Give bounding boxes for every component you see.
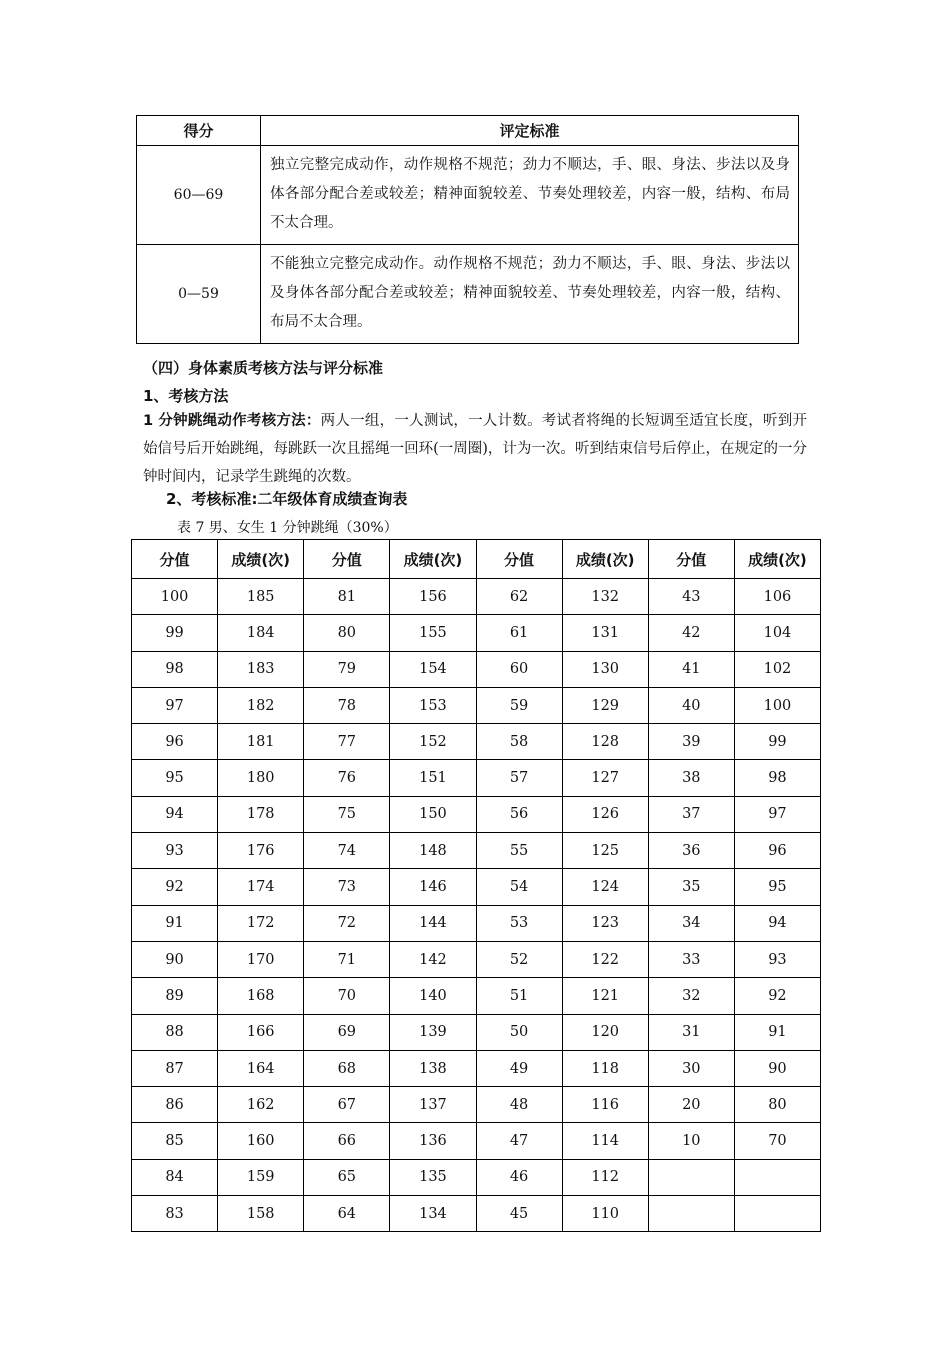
result-count-cell: 164	[218, 1050, 304, 1086]
result-count-cell: 131	[562, 615, 648, 651]
score-value-cell: 33	[648, 941, 734, 977]
score-value-cell: 69	[304, 1014, 390, 1050]
score-value-cell: 40	[648, 687, 734, 723]
result-count-cell: 114	[562, 1123, 648, 1159]
result-count-cell: 138	[390, 1050, 476, 1086]
result-count-cell: 140	[390, 978, 476, 1014]
result-count-cell: 139	[390, 1014, 476, 1050]
result-count-cell: 152	[390, 724, 476, 760]
score-value-cell: 100	[132, 579, 218, 615]
score-value-cell: 95	[132, 760, 218, 796]
result-count-cell: 128	[562, 724, 648, 760]
result-count-cell: 148	[390, 833, 476, 869]
score-table	[131, 539, 821, 1232]
score-value-cell: 38	[648, 760, 734, 796]
result-count-cell: 160	[218, 1123, 304, 1159]
score-value-cell: 85	[132, 1123, 218, 1159]
score-value-cell: 49	[476, 1050, 562, 1086]
score-value-cell: 54	[476, 869, 562, 905]
result-count-cell: 170	[218, 941, 304, 977]
score-value-cell: 57	[476, 760, 562, 796]
score-value-cell: 52	[476, 941, 562, 977]
method-paragraph	[143, 407, 807, 491]
score-value-cell: 74	[304, 833, 390, 869]
score-value-cell: 56	[476, 796, 562, 832]
criteria-header-row	[137, 116, 799, 146]
score-value-cell: 50	[476, 1014, 562, 1050]
result-count-cell: 183	[218, 651, 304, 687]
score-value-cell: 67	[304, 1087, 390, 1123]
table-row	[132, 724, 821, 760]
score-value-cell: 32	[648, 978, 734, 1014]
criteria-standard: 独立完整完成动作，动作规格不规范；劲力不顺达，手、眼、身法、步法以及身体各部分配合差或较差；精神面貌较差、节奏处理较差，内容一般，结构、布局不太合理。	[261, 146, 799, 245]
result-count-cell: 178	[218, 796, 304, 832]
score-value-cell: 87	[132, 1050, 218, 1086]
result-count-cell: 98	[734, 760, 820, 796]
score-value-cell: 71	[304, 941, 390, 977]
result-count-cell: 106	[734, 579, 820, 615]
score-value-cell: 86	[132, 1087, 218, 1123]
result-count-cell: 96	[734, 833, 820, 869]
score-value-cell: 35	[648, 869, 734, 905]
result-count-cell: 135	[390, 1159, 476, 1195]
score-value-cell: 73	[304, 869, 390, 905]
table-row	[132, 941, 821, 977]
score-value-cell: 46	[476, 1159, 562, 1195]
score-value-cell: 39	[648, 724, 734, 760]
criteria-table	[136, 115, 799, 344]
score-value-cell: 55	[476, 833, 562, 869]
result-count-cell: 130	[562, 651, 648, 687]
result-count-cell: 125	[562, 833, 648, 869]
result-count-cell: 102	[734, 651, 820, 687]
table-row	[132, 615, 821, 651]
score-value-cell: 94	[132, 796, 218, 832]
result-count-cell: 174	[218, 869, 304, 905]
result-count-cell: 124	[562, 869, 648, 905]
score-value-cell: 59	[476, 687, 562, 723]
score-value-cell: 10	[648, 1123, 734, 1159]
result-count-cell: 97	[734, 796, 820, 832]
table-row	[132, 869, 821, 905]
score-value-cell: 83	[132, 1196, 218, 1232]
header-score-value: 分值	[304, 540, 390, 579]
table-row	[132, 651, 821, 687]
score-value-cell: 68	[304, 1050, 390, 1086]
score-value-cell: 70	[304, 978, 390, 1014]
score-value-cell: 98	[132, 651, 218, 687]
criteria-header-standard: 评定标准	[261, 116, 799, 146]
score-value-cell: 72	[304, 905, 390, 941]
criteria-score: 60—69	[137, 146, 261, 245]
result-count-cell: 184	[218, 615, 304, 651]
result-count-cell: 172	[218, 905, 304, 941]
result-count-cell: 153	[390, 687, 476, 723]
score-value-cell: 34	[648, 905, 734, 941]
score-value-cell: 42	[648, 615, 734, 651]
table-row	[132, 978, 821, 1014]
table-row	[132, 1123, 821, 1159]
score-value-cell: 80	[304, 615, 390, 651]
score-value-cell: 45	[476, 1196, 562, 1232]
result-count-cell: 91	[734, 1014, 820, 1050]
method-heading: 1、考核方法	[143, 387, 229, 405]
score-value-cell: 41	[648, 651, 734, 687]
table-row	[132, 1196, 821, 1232]
score-value-cell: 48	[476, 1087, 562, 1123]
score-value-cell	[648, 1159, 734, 1195]
result-count-cell: 158	[218, 1196, 304, 1232]
result-count-cell: 127	[562, 760, 648, 796]
score-value-cell: 92	[132, 869, 218, 905]
table-row	[132, 1087, 821, 1123]
table-row	[132, 1014, 821, 1050]
result-count-cell: 122	[562, 941, 648, 977]
table-caption: 表 7 男、女生 1 分钟跳绳（30%）	[177, 520, 398, 536]
header-score-value: 分值	[132, 540, 218, 579]
method-lead: 1 分钟跳绳动作考核方法：	[143, 413, 321, 429]
score-value-cell: 36	[648, 833, 734, 869]
result-count-cell: 92	[734, 978, 820, 1014]
result-count-cell: 136	[390, 1123, 476, 1159]
score-value-cell: 88	[132, 1014, 218, 1050]
result-count-cell: 104	[734, 615, 820, 651]
result-count-cell: 181	[218, 724, 304, 760]
score-value-cell: 60	[476, 651, 562, 687]
score-value-cell: 62	[476, 579, 562, 615]
score-value-cell: 93	[132, 833, 218, 869]
result-count-cell: 116	[562, 1087, 648, 1123]
score-value-cell: 91	[132, 905, 218, 941]
score-value-cell: 20	[648, 1087, 734, 1123]
result-count-cell: 132	[562, 579, 648, 615]
criteria-header-score: 得分	[137, 116, 261, 146]
score-value-cell: 81	[304, 579, 390, 615]
score-value-cell	[648, 1196, 734, 1232]
result-count-cell	[734, 1159, 820, 1195]
criteria-row	[137, 146, 799, 245]
result-count-cell: 185	[218, 579, 304, 615]
score-value-cell: 75	[304, 796, 390, 832]
result-count-cell: 121	[562, 978, 648, 1014]
result-count-cell: 159	[218, 1159, 304, 1195]
score-value-cell: 79	[304, 651, 390, 687]
header-result-count: 成绩(次)	[218, 540, 304, 579]
score-value-cell: 53	[476, 905, 562, 941]
score-value-cell: 89	[132, 978, 218, 1014]
score-value-cell: 90	[132, 941, 218, 977]
result-count-cell	[734, 1196, 820, 1232]
result-count-cell: 168	[218, 978, 304, 1014]
result-count-cell: 112	[562, 1159, 648, 1195]
result-count-cell: 142	[390, 941, 476, 977]
table-row	[132, 905, 821, 941]
section-title: （四）身体素质考核方法与评分标准	[143, 359, 384, 377]
result-count-cell: 123	[562, 905, 648, 941]
standard-heading: 2、考核标准:二年级体育成绩查询表	[166, 490, 408, 508]
result-count-cell: 154	[390, 651, 476, 687]
score-value-cell: 37	[648, 796, 734, 832]
score-header-row	[132, 540, 821, 579]
score-value-cell: 65	[304, 1159, 390, 1195]
score-value-cell: 58	[476, 724, 562, 760]
result-count-cell: 182	[218, 687, 304, 723]
result-count-cell: 150	[390, 796, 476, 832]
header-score-value: 分值	[476, 540, 562, 579]
score-value-cell: 43	[648, 579, 734, 615]
result-count-cell: 118	[562, 1050, 648, 1086]
header-result-count: 成绩(次)	[390, 540, 476, 579]
result-count-cell: 120	[562, 1014, 648, 1050]
score-value-cell: 78	[304, 687, 390, 723]
header-score-value: 分值	[648, 540, 734, 579]
header-result-count: 成绩(次)	[734, 540, 820, 579]
score-value-cell: 97	[132, 687, 218, 723]
table-row	[132, 796, 821, 832]
result-count-cell: 155	[390, 615, 476, 651]
table-row	[132, 579, 821, 615]
result-count-cell: 176	[218, 833, 304, 869]
result-count-cell: 80	[734, 1087, 820, 1123]
score-value-cell: 96	[132, 724, 218, 760]
result-count-cell: 166	[218, 1014, 304, 1050]
result-count-cell: 134	[390, 1196, 476, 1232]
table-row	[132, 833, 821, 869]
score-value-cell: 84	[132, 1159, 218, 1195]
result-count-cell: 100	[734, 687, 820, 723]
score-value-cell: 76	[304, 760, 390, 796]
result-count-cell: 146	[390, 869, 476, 905]
result-count-cell: 99	[734, 724, 820, 760]
result-count-cell: 110	[562, 1196, 648, 1232]
result-count-cell: 90	[734, 1050, 820, 1086]
criteria-standard: 不能独立完整完成动作。动作规格不规范；劲力不顺达，手、眼、身法、步法以及身体各部分配合差或较差；精神面貌较差、节奏处理较差，内容一般，结构、布局不太合理。	[261, 245, 799, 344]
result-count-cell: 156	[390, 579, 476, 615]
criteria-score: 0—59	[137, 245, 261, 344]
result-count-cell: 95	[734, 869, 820, 905]
score-value-cell: 51	[476, 978, 562, 1014]
result-count-cell: 137	[390, 1087, 476, 1123]
result-count-cell: 129	[562, 687, 648, 723]
criteria-row	[137, 245, 799, 344]
result-count-cell: 70	[734, 1123, 820, 1159]
result-count-cell: 162	[218, 1087, 304, 1123]
score-value-cell: 47	[476, 1123, 562, 1159]
score-value-cell: 31	[648, 1014, 734, 1050]
table-row	[132, 760, 821, 796]
score-value-cell: 64	[304, 1196, 390, 1232]
result-count-cell: 151	[390, 760, 476, 796]
table-row	[132, 1159, 821, 1195]
result-count-cell: 144	[390, 905, 476, 941]
result-count-cell: 126	[562, 796, 648, 832]
score-value-cell: 66	[304, 1123, 390, 1159]
table-row	[132, 1050, 821, 1086]
result-count-cell: 94	[734, 905, 820, 941]
score-value-cell: 61	[476, 615, 562, 651]
score-value-cell: 77	[304, 724, 390, 760]
result-count-cell: 180	[218, 760, 304, 796]
score-value-cell: 99	[132, 615, 218, 651]
method-text: 两人一组，一人测试，一人计数。考试者将绳的长短调至适宜长度，听到开始信号后开始跳绳，每跳跃一次且摇绳一回环(一周圈)，计为一次。听到结束信号后停止，在规定的一分钟时间内，记录学生跳绳的次数。	[143, 413, 808, 485]
table-row	[132, 687, 821, 723]
result-count-cell: 93	[734, 941, 820, 977]
score-value-cell: 30	[648, 1050, 734, 1086]
header-result-count: 成绩(次)	[562, 540, 648, 579]
